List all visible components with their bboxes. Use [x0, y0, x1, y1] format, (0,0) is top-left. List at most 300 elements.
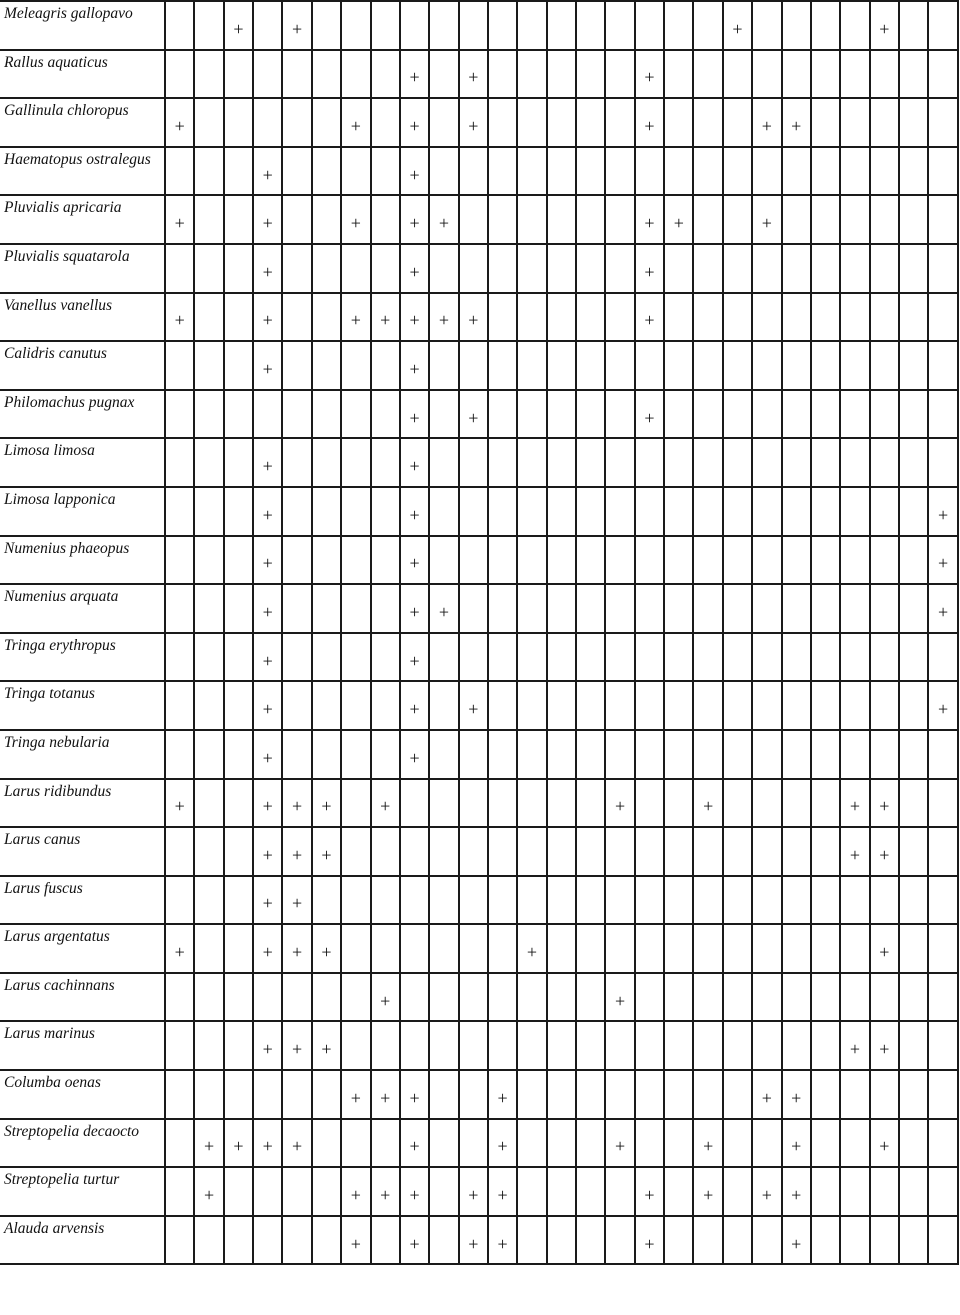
- occurrence-cell: [782, 681, 811, 730]
- occurrence-cell: [693, 195, 722, 244]
- occurrence-cell: [165, 924, 194, 973]
- occurrence-cell: [253, 244, 282, 293]
- occurrence-cell: [576, 876, 605, 925]
- occurrence-cell: [605, 1216, 634, 1265]
- occurrence-cell: [811, 50, 840, 99]
- occurrence-cell: [282, 487, 311, 536]
- occurrence-cell: [899, 244, 928, 293]
- occurrence-cell: [752, 730, 781, 779]
- occurrence-cell: [547, 779, 576, 828]
- table-row: [0, 536, 958, 585]
- occurrence-cell: [782, 195, 811, 244]
- occurrence-cell: [488, 147, 517, 196]
- table-row: [0, 924, 958, 973]
- occurrence-cell: [782, 827, 811, 876]
- occurrence-cell: [341, 1070, 370, 1119]
- occurrence-cell: [840, 536, 869, 585]
- species-name: Numenius phaeopus: [0, 536, 165, 585]
- occurrence-cell: [547, 50, 576, 99]
- occurrence-cell: [576, 1021, 605, 1070]
- presence-mark: +: [174, 213, 185, 234]
- occurrence-cell: [517, 1216, 546, 1265]
- presence-mark: +: [703, 796, 714, 817]
- occurrence-cell: [429, 244, 458, 293]
- occurrence-cell: [723, 438, 752, 487]
- occurrence-cell: [870, 341, 899, 390]
- occurrence-cell: [282, 341, 311, 390]
- occurrence-cell: [488, 827, 517, 876]
- occurrence-cell: [664, 147, 693, 196]
- occurrence-cell: [429, 827, 458, 876]
- presence-mark: +: [262, 310, 273, 331]
- species-name: Larus canus: [0, 827, 165, 876]
- occurrence-cell: [312, 341, 341, 390]
- occurrence-cell: [253, 50, 282, 99]
- occurrence-cell: [194, 1, 223, 50]
- occurrence-cell: [605, 584, 634, 633]
- occurrence-cell: [811, 1216, 840, 1265]
- occurrence-cell: [870, 1119, 899, 1168]
- occurrence-cell: [693, 1216, 722, 1265]
- presence-mark: +: [203, 1136, 215, 1157]
- occurrence-cell: [811, 195, 840, 244]
- presence-mark: +: [409, 699, 420, 720]
- occurrence-cell: [194, 195, 223, 244]
- presence-mark: +: [468, 1233, 479, 1254]
- occurrence-cell: [605, 779, 634, 828]
- presence-mark: +: [350, 310, 361, 331]
- occurrence-cell: [517, 390, 546, 439]
- occurrence-cell: [488, 730, 517, 779]
- occurrence-cell: [165, 681, 194, 730]
- occurrence-cell: [282, 730, 311, 779]
- occurrence-cell: [693, 341, 722, 390]
- occurrence-cell: [752, 293, 781, 342]
- presence-mark: +: [468, 115, 479, 136]
- occurrence-cell: [253, 1216, 282, 1265]
- occurrence-cell: [253, 1070, 282, 1119]
- occurrence-cell: [723, 147, 752, 196]
- occurrence-cell: [459, 195, 488, 244]
- species-name: Rallus aquaticus: [0, 50, 165, 99]
- occurrence-cell: [723, 924, 752, 973]
- occurrence-cell: [576, 244, 605, 293]
- occurrence-cell: [400, 584, 429, 633]
- occurrence-cell: [635, 50, 664, 99]
- occurrence-cell: [429, 1021, 458, 1070]
- occurrence-cell: [693, 633, 722, 682]
- occurrence-cell: [194, 1167, 223, 1216]
- occurrence-cell: [782, 50, 811, 99]
- occurrence-cell: [723, 584, 752, 633]
- species-name: Alauda arvensis: [0, 1216, 165, 1265]
- presence-mark: +: [937, 553, 949, 574]
- occurrence-cell: [253, 147, 282, 196]
- presence-mark: +: [849, 796, 861, 817]
- occurrence-cell: [752, 438, 781, 487]
- occurrence-cell: [752, 1, 781, 50]
- occurrence-cell: [576, 730, 605, 779]
- presence-mark: +: [350, 213, 361, 234]
- presence-mark: +: [409, 164, 420, 185]
- occurrence-cell: [928, 584, 957, 633]
- species-name: Tringa nebularia: [0, 730, 165, 779]
- occurrence-cell: [459, 1, 488, 50]
- presence-mark: +: [791, 1185, 802, 1206]
- occurrence-cell: [253, 1167, 282, 1216]
- occurrence-cell: [341, 633, 370, 682]
- species-name: Pluvialis apricaria: [0, 195, 165, 244]
- presence-mark: +: [380, 1087, 391, 1108]
- presence-mark: +: [174, 942, 185, 963]
- occurrence-cell: [312, 1, 341, 50]
- occurrence-cell: [165, 50, 194, 99]
- occurrence-cell: [723, 876, 752, 925]
- occurrence-cell: [576, 827, 605, 876]
- occurrence-cell: [371, 536, 400, 585]
- occurrence-cell: [576, 341, 605, 390]
- occurrence-cell: [488, 341, 517, 390]
- occurrence-cell: [547, 438, 576, 487]
- occurrence-cell: [870, 1216, 899, 1265]
- occurrence-cell: [782, 1070, 811, 1119]
- occurrence-cell: [811, 98, 840, 147]
- occurrence-cell: [782, 438, 811, 487]
- occurrence-cell: [870, 487, 899, 536]
- occurrence-cell: [371, 730, 400, 779]
- occurrence-cell: [811, 147, 840, 196]
- occurrence-cell: [576, 779, 605, 828]
- occurrence-cell: [517, 1, 546, 50]
- presence-mark: +: [262, 213, 273, 234]
- occurrence-cell: [840, 195, 869, 244]
- occurrence-cell: [547, 1, 576, 50]
- occurrence-cell: [224, 438, 253, 487]
- occurrence-cell: [194, 584, 223, 633]
- occurrence-cell: [224, 730, 253, 779]
- presence-mark: +: [380, 796, 391, 817]
- occurrence-cell: [224, 147, 253, 196]
- occurrence-cell: [635, 1021, 664, 1070]
- occurrence-cell: [517, 633, 546, 682]
- occurrence-cell: [899, 438, 928, 487]
- occurrence-cell: [752, 1167, 781, 1216]
- occurrence-cell: [224, 244, 253, 293]
- occurrence-cell: [459, 681, 488, 730]
- occurrence-cell: [517, 730, 546, 779]
- occurrence-cell: [165, 487, 194, 536]
- occurrence-cell: [459, 973, 488, 1022]
- occurrence-cell: [723, 1167, 752, 1216]
- occurrence-cell: [488, 1119, 517, 1168]
- occurrence-cell: [928, 50, 957, 99]
- occurrence-cell: [899, 681, 928, 730]
- occurrence-cell: [928, 730, 957, 779]
- occurrence-cell: [224, 390, 253, 439]
- occurrence-cell: [752, 973, 781, 1022]
- occurrence-cell: [224, 681, 253, 730]
- occurrence-cell: [194, 293, 223, 342]
- occurrence-cell: [224, 98, 253, 147]
- occurrence-cell: [840, 1216, 869, 1265]
- presence-mark: +: [703, 1185, 714, 1206]
- occurrence-cell: [576, 390, 605, 439]
- occurrence-cell: [165, 1070, 194, 1119]
- occurrence-cell: [870, 438, 899, 487]
- occurrence-cell: [253, 730, 282, 779]
- occurrence-cell: [723, 195, 752, 244]
- occurrence-cell: [605, 1119, 634, 1168]
- occurrence-cell: [693, 1, 722, 50]
- occurrence-cell: [371, 973, 400, 1022]
- occurrence-cell: [605, 195, 634, 244]
- occurrence-cell: [341, 584, 370, 633]
- presence-mark: +: [262, 261, 273, 282]
- occurrence-cell: [371, 487, 400, 536]
- presence-mark: +: [937, 601, 949, 622]
- occurrence-cell: [723, 973, 752, 1022]
- occurrence-cell: [459, 390, 488, 439]
- occurrence-cell: [459, 536, 488, 585]
- occurrence-cell: [752, 487, 781, 536]
- occurrence-cell: [547, 876, 576, 925]
- occurrence-cell: [723, 779, 752, 828]
- occurrence-cell: [194, 681, 223, 730]
- presence-mark: +: [409, 456, 420, 477]
- occurrence-cell: [723, 293, 752, 342]
- occurrence-cell: [341, 293, 370, 342]
- presence-mark: +: [761, 115, 772, 136]
- occurrence-cell: [194, 98, 223, 147]
- occurrence-cell: [664, 98, 693, 147]
- occurrence-cell: [723, 244, 752, 293]
- occurrence-cell: [488, 633, 517, 682]
- occurrence-cell: [635, 973, 664, 1022]
- occurrence-cell: [576, 1, 605, 50]
- occurrence-cell: [224, 1021, 253, 1070]
- presence-mark: +: [262, 942, 273, 963]
- occurrence-cell: [488, 584, 517, 633]
- occurrence-cell: [371, 584, 400, 633]
- occurrence-cell: [371, 827, 400, 876]
- species-name: Limosa limosa: [0, 438, 165, 487]
- occurrence-cell: [840, 584, 869, 633]
- occurrence-cell: [312, 1070, 341, 1119]
- presence-mark: +: [409, 1136, 420, 1157]
- occurrence-cell: [194, 244, 223, 293]
- presence-mark: +: [350, 115, 361, 136]
- occurrence-cell: [635, 195, 664, 244]
- occurrence-cell: [752, 779, 781, 828]
- occurrence-cell: [635, 924, 664, 973]
- presence-mark: +: [849, 1039, 861, 1060]
- occurrence-cell: [782, 1167, 811, 1216]
- presence-mark: +: [321, 942, 332, 963]
- occurrence-cell: [870, 390, 899, 439]
- presence-mark: +: [468, 67, 479, 88]
- occurrence-cell: [194, 876, 223, 925]
- occurrence-cell: [811, 924, 840, 973]
- occurrence-cell: [253, 779, 282, 828]
- occurrence-cell: [194, 1021, 223, 1070]
- occurrence-cell: [928, 1, 957, 50]
- presence-mark: +: [937, 699, 949, 720]
- occurrence-cell: [782, 293, 811, 342]
- occurrence-cell: [282, 973, 311, 1022]
- occurrence-cell: [899, 293, 928, 342]
- occurrence-cell: [782, 390, 811, 439]
- occurrence-cell: [870, 584, 899, 633]
- occurrence-cell: [840, 1167, 869, 1216]
- presence-mark: +: [262, 699, 273, 720]
- occurrence-cell: [840, 681, 869, 730]
- occurrence-cell: [723, 341, 752, 390]
- occurrence-cell: [341, 1, 370, 50]
- occurrence-cell: [928, 98, 957, 147]
- occurrence-cell: [400, 341, 429, 390]
- occurrence-cell: [693, 730, 722, 779]
- occurrence-cell: [253, 1119, 282, 1168]
- occurrence-cell: [547, 98, 576, 147]
- occurrence-cell: [400, 244, 429, 293]
- occurrence-cell: [811, 438, 840, 487]
- occurrence-cell: [224, 1216, 253, 1265]
- presence-mark: +: [409, 213, 420, 234]
- occurrence-cell: [488, 195, 517, 244]
- occurrence-cell: [664, 487, 693, 536]
- occurrence-cell: [547, 633, 576, 682]
- occurrence-cell: [459, 147, 488, 196]
- presence-mark: +: [644, 67, 655, 88]
- occurrence-cell: [282, 924, 311, 973]
- table-row: [0, 195, 958, 244]
- occurrence-cell: [488, 536, 517, 585]
- occurrence-cell: [517, 827, 546, 876]
- occurrence-cell: [899, 827, 928, 876]
- occurrence-cell: [371, 147, 400, 196]
- occurrence-cell: [840, 293, 869, 342]
- occurrence-cell: [782, 536, 811, 585]
- occurrence-cell: [605, 1021, 634, 1070]
- occurrence-cell: [840, 1070, 869, 1119]
- occurrence-cell: [282, 438, 311, 487]
- presence-mark: +: [438, 601, 449, 622]
- species-name: Tringa erythropus: [0, 633, 165, 682]
- occurrence-cell: [517, 1070, 546, 1119]
- presence-mark: +: [174, 310, 185, 331]
- occurrence-cell: [165, 1021, 194, 1070]
- table-row: [0, 779, 958, 828]
- occurrence-cell: [429, 147, 458, 196]
- occurrence-cell: [899, 487, 928, 536]
- occurrence-cell: [312, 98, 341, 147]
- occurrence-cell: [928, 1070, 957, 1119]
- occurrence-cell: [547, 195, 576, 244]
- occurrence-cell: [400, 195, 429, 244]
- occurrence-cell: [429, 1070, 458, 1119]
- occurrence-cell: [488, 876, 517, 925]
- presence-mark: +: [791, 1087, 802, 1108]
- occurrence-cell: [605, 244, 634, 293]
- occurrence-cell: [224, 487, 253, 536]
- occurrence-cell: [165, 633, 194, 682]
- occurrence-cell: [605, 633, 634, 682]
- occurrence-cell: [282, 98, 311, 147]
- occurrence-cell: [723, 1021, 752, 1070]
- presence-mark: +: [409, 1185, 420, 1206]
- occurrence-cell: [693, 438, 722, 487]
- occurrence-cell: [459, 1021, 488, 1070]
- occurrence-cell: [811, 487, 840, 536]
- occurrence-cell: [576, 1216, 605, 1265]
- occurrence-cell: [253, 924, 282, 973]
- occurrence-cell: [312, 244, 341, 293]
- occurrence-cell: [664, 1119, 693, 1168]
- species-name: Columba oenas: [0, 1070, 165, 1119]
- occurrence-cell: [782, 1216, 811, 1265]
- occurrence-cell: [341, 147, 370, 196]
- occurrence-cell: [635, 147, 664, 196]
- presence-mark: +: [526, 942, 538, 963]
- occurrence-cell: [693, 293, 722, 342]
- occurrence-cell: [576, 681, 605, 730]
- occurrence-cell: [840, 147, 869, 196]
- occurrence-cell: [811, 973, 840, 1022]
- occurrence-cell: [282, 633, 311, 682]
- occurrence-cell: [194, 487, 223, 536]
- occurrence-cell: [723, 487, 752, 536]
- occurrence-cell: [928, 293, 957, 342]
- occurrence-cell: [928, 390, 957, 439]
- presence-mark: +: [262, 844, 273, 865]
- occurrence-cell: [605, 147, 634, 196]
- presence-mark: +: [644, 1185, 655, 1206]
- occurrence-cell: [635, 1216, 664, 1265]
- occurrence-cell: [194, 147, 223, 196]
- occurrence-cell: [459, 438, 488, 487]
- occurrence-cell: [664, 1, 693, 50]
- occurrence-cell: [429, 487, 458, 536]
- occurrence-cell: [840, 50, 869, 99]
- occurrence-cell: [459, 50, 488, 99]
- occurrence-cell: [312, 730, 341, 779]
- table-row: [0, 147, 958, 196]
- occurrence-cell: [840, 487, 869, 536]
- presence-mark: +: [409, 504, 420, 525]
- occurrence-cell: [341, 779, 370, 828]
- presence-mark: +: [321, 844, 332, 865]
- occurrence-cell: [459, 293, 488, 342]
- table-row: [0, 244, 958, 293]
- occurrence-cell: [664, 876, 693, 925]
- presence-mark: +: [174, 796, 185, 817]
- species-name: Larus marinus: [0, 1021, 165, 1070]
- occurrence-cell: [488, 924, 517, 973]
- occurrence-cell: [429, 341, 458, 390]
- occurrence-cell: [459, 584, 488, 633]
- occurrence-cell: [782, 98, 811, 147]
- table-row: [0, 487, 958, 536]
- table-row: [0, 827, 958, 876]
- presence-mark: +: [350, 1087, 361, 1108]
- occurrence-cell: [782, 147, 811, 196]
- occurrence-cell: [928, 1021, 957, 1070]
- occurrence-cell: [605, 487, 634, 536]
- occurrence-cell: [371, 1119, 400, 1168]
- occurrence-cell: [605, 341, 634, 390]
- presence-mark: +: [732, 18, 743, 39]
- occurrence-cell: [400, 1, 429, 50]
